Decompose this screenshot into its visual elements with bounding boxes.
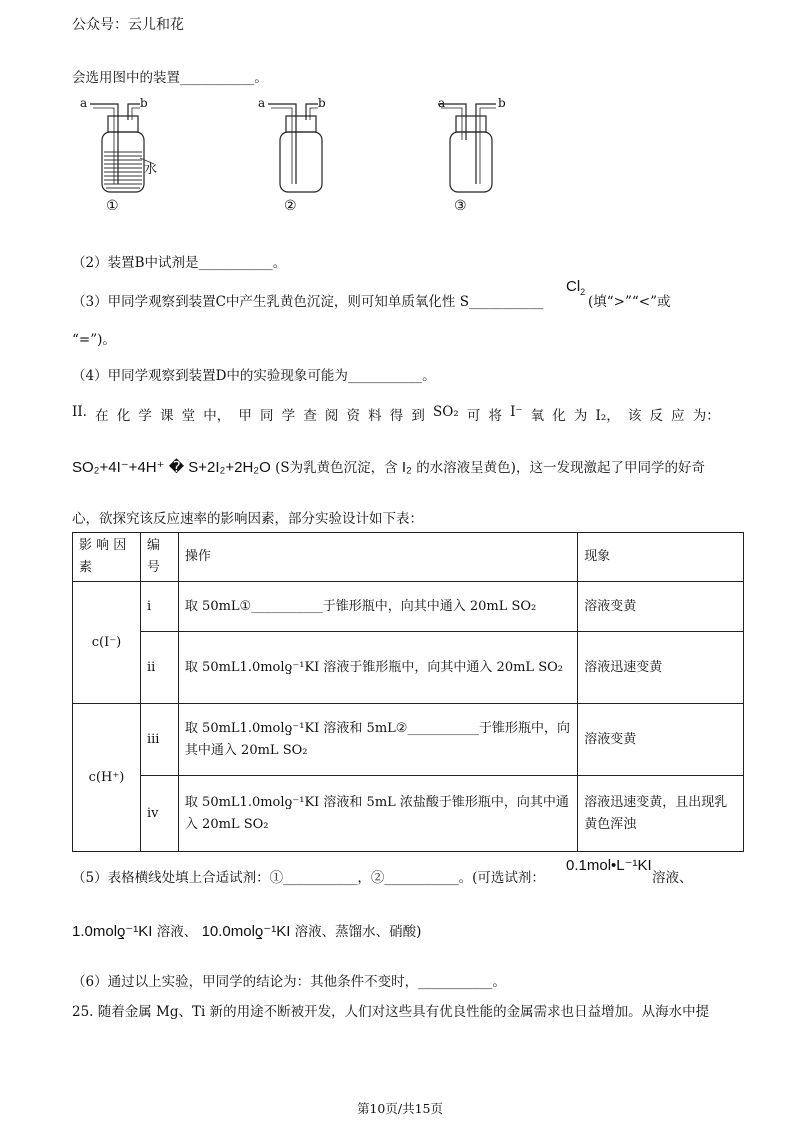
fig3-label-b: b xyxy=(498,96,506,110)
section-ii-char: I₂， xyxy=(595,408,620,424)
row-operation: 取 50mL①___________于锥形瓶中，向其中通入 20mL SO₂ xyxy=(178,582,577,632)
section-ii-char: 为： xyxy=(692,408,720,424)
q5-solution-label: 溶液、 xyxy=(652,870,693,886)
section-ii-char: 资 xyxy=(346,408,360,424)
row-operation: 取 50mL1.0molƍ⁻¹KI 溶液和 5mL 浓盐酸于锥形瓶中，向其中通入 20mL SO₂ xyxy=(178,776,577,852)
row-operation: 取 50mL1.0molƍ⁻¹KI 溶液和 5mL②___________于锥形瓶中，向其中通入 20mL SO₂ xyxy=(178,704,577,776)
q3-continued: “=”)。 xyxy=(72,332,116,348)
equation-tail: 的水溶液呈黄色)，这一发现激起了甲同学的好奇 xyxy=(416,460,705,476)
section-ii-char: 同 xyxy=(259,408,274,424)
q5-reagent-1: 0.1mol•L⁻¹KI xyxy=(566,857,652,874)
section-ii-char: 化 xyxy=(116,408,131,424)
fig1-number: ① xyxy=(106,198,119,214)
section-ii-char: 为 xyxy=(573,408,588,424)
section-ii-char: 学 xyxy=(281,408,296,424)
fig2-label-b: b xyxy=(318,96,326,110)
q5-reagents-line xyxy=(72,920,421,940)
question-2: （2）装置B中试剂是___________。 xyxy=(72,255,287,271)
factor-iodide: c(I⁻) xyxy=(73,582,141,704)
section-ii-char: 料 xyxy=(368,408,382,424)
factor-hydrogen-ion: c(H⁺) xyxy=(73,704,141,852)
question-6: （6）通过以上实验，甲同学的结论为：其他条件不变时，___________。 xyxy=(72,974,506,990)
q5-solution-2: 溶液、 xyxy=(156,924,198,940)
equation-i2: I₂ xyxy=(401,459,412,476)
section-ii-char: I⁻ xyxy=(510,404,523,420)
fig3-label-a: a xyxy=(438,96,446,110)
question-5: （5）表格横线处填上合适试剂：①___________，②___________。(可选试剂： xyxy=(72,870,545,886)
header-id: 编 号 xyxy=(140,533,178,582)
row-id: iv xyxy=(140,776,178,852)
fig2-number: ② xyxy=(284,198,297,214)
section-ii-char: 得 xyxy=(389,408,404,424)
section-ii-line xyxy=(72,404,720,424)
row-id: i xyxy=(140,582,178,632)
page-footer: 第10页/共15页 xyxy=(356,1101,444,1116)
header-operation: 操作 xyxy=(178,533,577,582)
section-ii-char: 中， xyxy=(203,408,231,424)
question-lead: 会选用图中的装置___________。 xyxy=(72,70,268,86)
q5-reagent-list: 溶液、蒸馏水、硝酸) xyxy=(294,924,422,940)
question-25: 25. 随着金属 Mg、Ti 新的用途不断被开发，人们对这些具有优良性能的金属需求也日益增加。从海水中提 xyxy=(72,1004,710,1020)
q5-reagent-3: 10.0molƍ⁻¹KI xyxy=(201,923,291,940)
section-ii-char: 甲 xyxy=(238,408,252,424)
q3-text: （3）甲同学观察到装置C中产生乳黄色沉淀，则可知单质氧化性 S___________ xyxy=(72,294,544,310)
section-ii-char: 到 xyxy=(411,408,425,424)
row-result: 溶液变黄 xyxy=(578,704,744,776)
equation-note: (S为乳黄色沉淀，含 xyxy=(275,460,398,476)
experiment-table xyxy=(72,532,744,852)
section-ii-char: 应 xyxy=(671,408,685,424)
section-ii-char: 可 xyxy=(466,408,481,424)
header-result: 现象 xyxy=(578,533,744,582)
row-result: 溶液迅速变黄 xyxy=(578,632,744,704)
section-ii-char: 堂 xyxy=(181,408,196,424)
section-ii-char: 化 xyxy=(552,408,566,424)
section-ii-char: 将 xyxy=(488,408,502,424)
fig1-label-b: b xyxy=(140,96,148,110)
q3-hint: (填“>”“<”或 xyxy=(588,294,671,310)
section-ii-char: 课 xyxy=(159,408,174,424)
question-4: （4）甲同学观察到装置D中的实验现象可能为___________。 xyxy=(72,368,436,384)
section-ii-char: 查 xyxy=(303,408,317,424)
row-result: 溶液迅速变黄，且出现乳黄色浑浊 xyxy=(578,776,744,852)
row-id: ii xyxy=(140,632,178,704)
table-intro: 心，欲探究该反应速率的影响因素，部分实验设计如下表： xyxy=(72,511,423,527)
q3-cl2 xyxy=(566,278,585,297)
q5-reagent-2: 1.0molƍ⁻¹KI xyxy=(72,923,153,940)
section-ii-char: 氧 xyxy=(530,408,545,424)
gas-bottle-drawings xyxy=(80,96,550,200)
fig1-water-label: 水 xyxy=(144,162,158,177)
row-result: 溶液变黄 xyxy=(578,582,744,632)
reaction-equation: SO₂+4I⁻+4H⁺ � S+2I₂+2H₂O xyxy=(72,459,271,476)
section-ii-char: 阅 xyxy=(324,408,339,424)
q3-cl: Cl xyxy=(566,278,581,295)
q3-cl-sub: 2 xyxy=(580,287,586,297)
section-ii-char: 该 xyxy=(627,408,642,424)
row-id: iii xyxy=(140,704,178,776)
row-operation: 取 50mL1.0molƍ⁻¹KI 溶液于锥形瓶中，向其中通入 20mL SO₂ xyxy=(178,632,577,704)
section-ii-char: 反 xyxy=(649,408,664,424)
fig2-label-a: a xyxy=(258,96,266,110)
section-ii-char: II. xyxy=(72,404,87,420)
fig1-label-a: a xyxy=(80,96,88,110)
fig3-number: ③ xyxy=(454,198,467,214)
section-ii-char: 在 xyxy=(95,408,109,424)
section-ii-char: SO₂ xyxy=(432,404,459,420)
header-factor: 影 响 因 素 xyxy=(73,533,141,582)
reaction-line xyxy=(72,456,705,476)
section-ii-char: 学 xyxy=(138,408,152,424)
account-header: 公众号：云儿和花 xyxy=(72,17,184,33)
question-3 xyxy=(72,290,543,310)
